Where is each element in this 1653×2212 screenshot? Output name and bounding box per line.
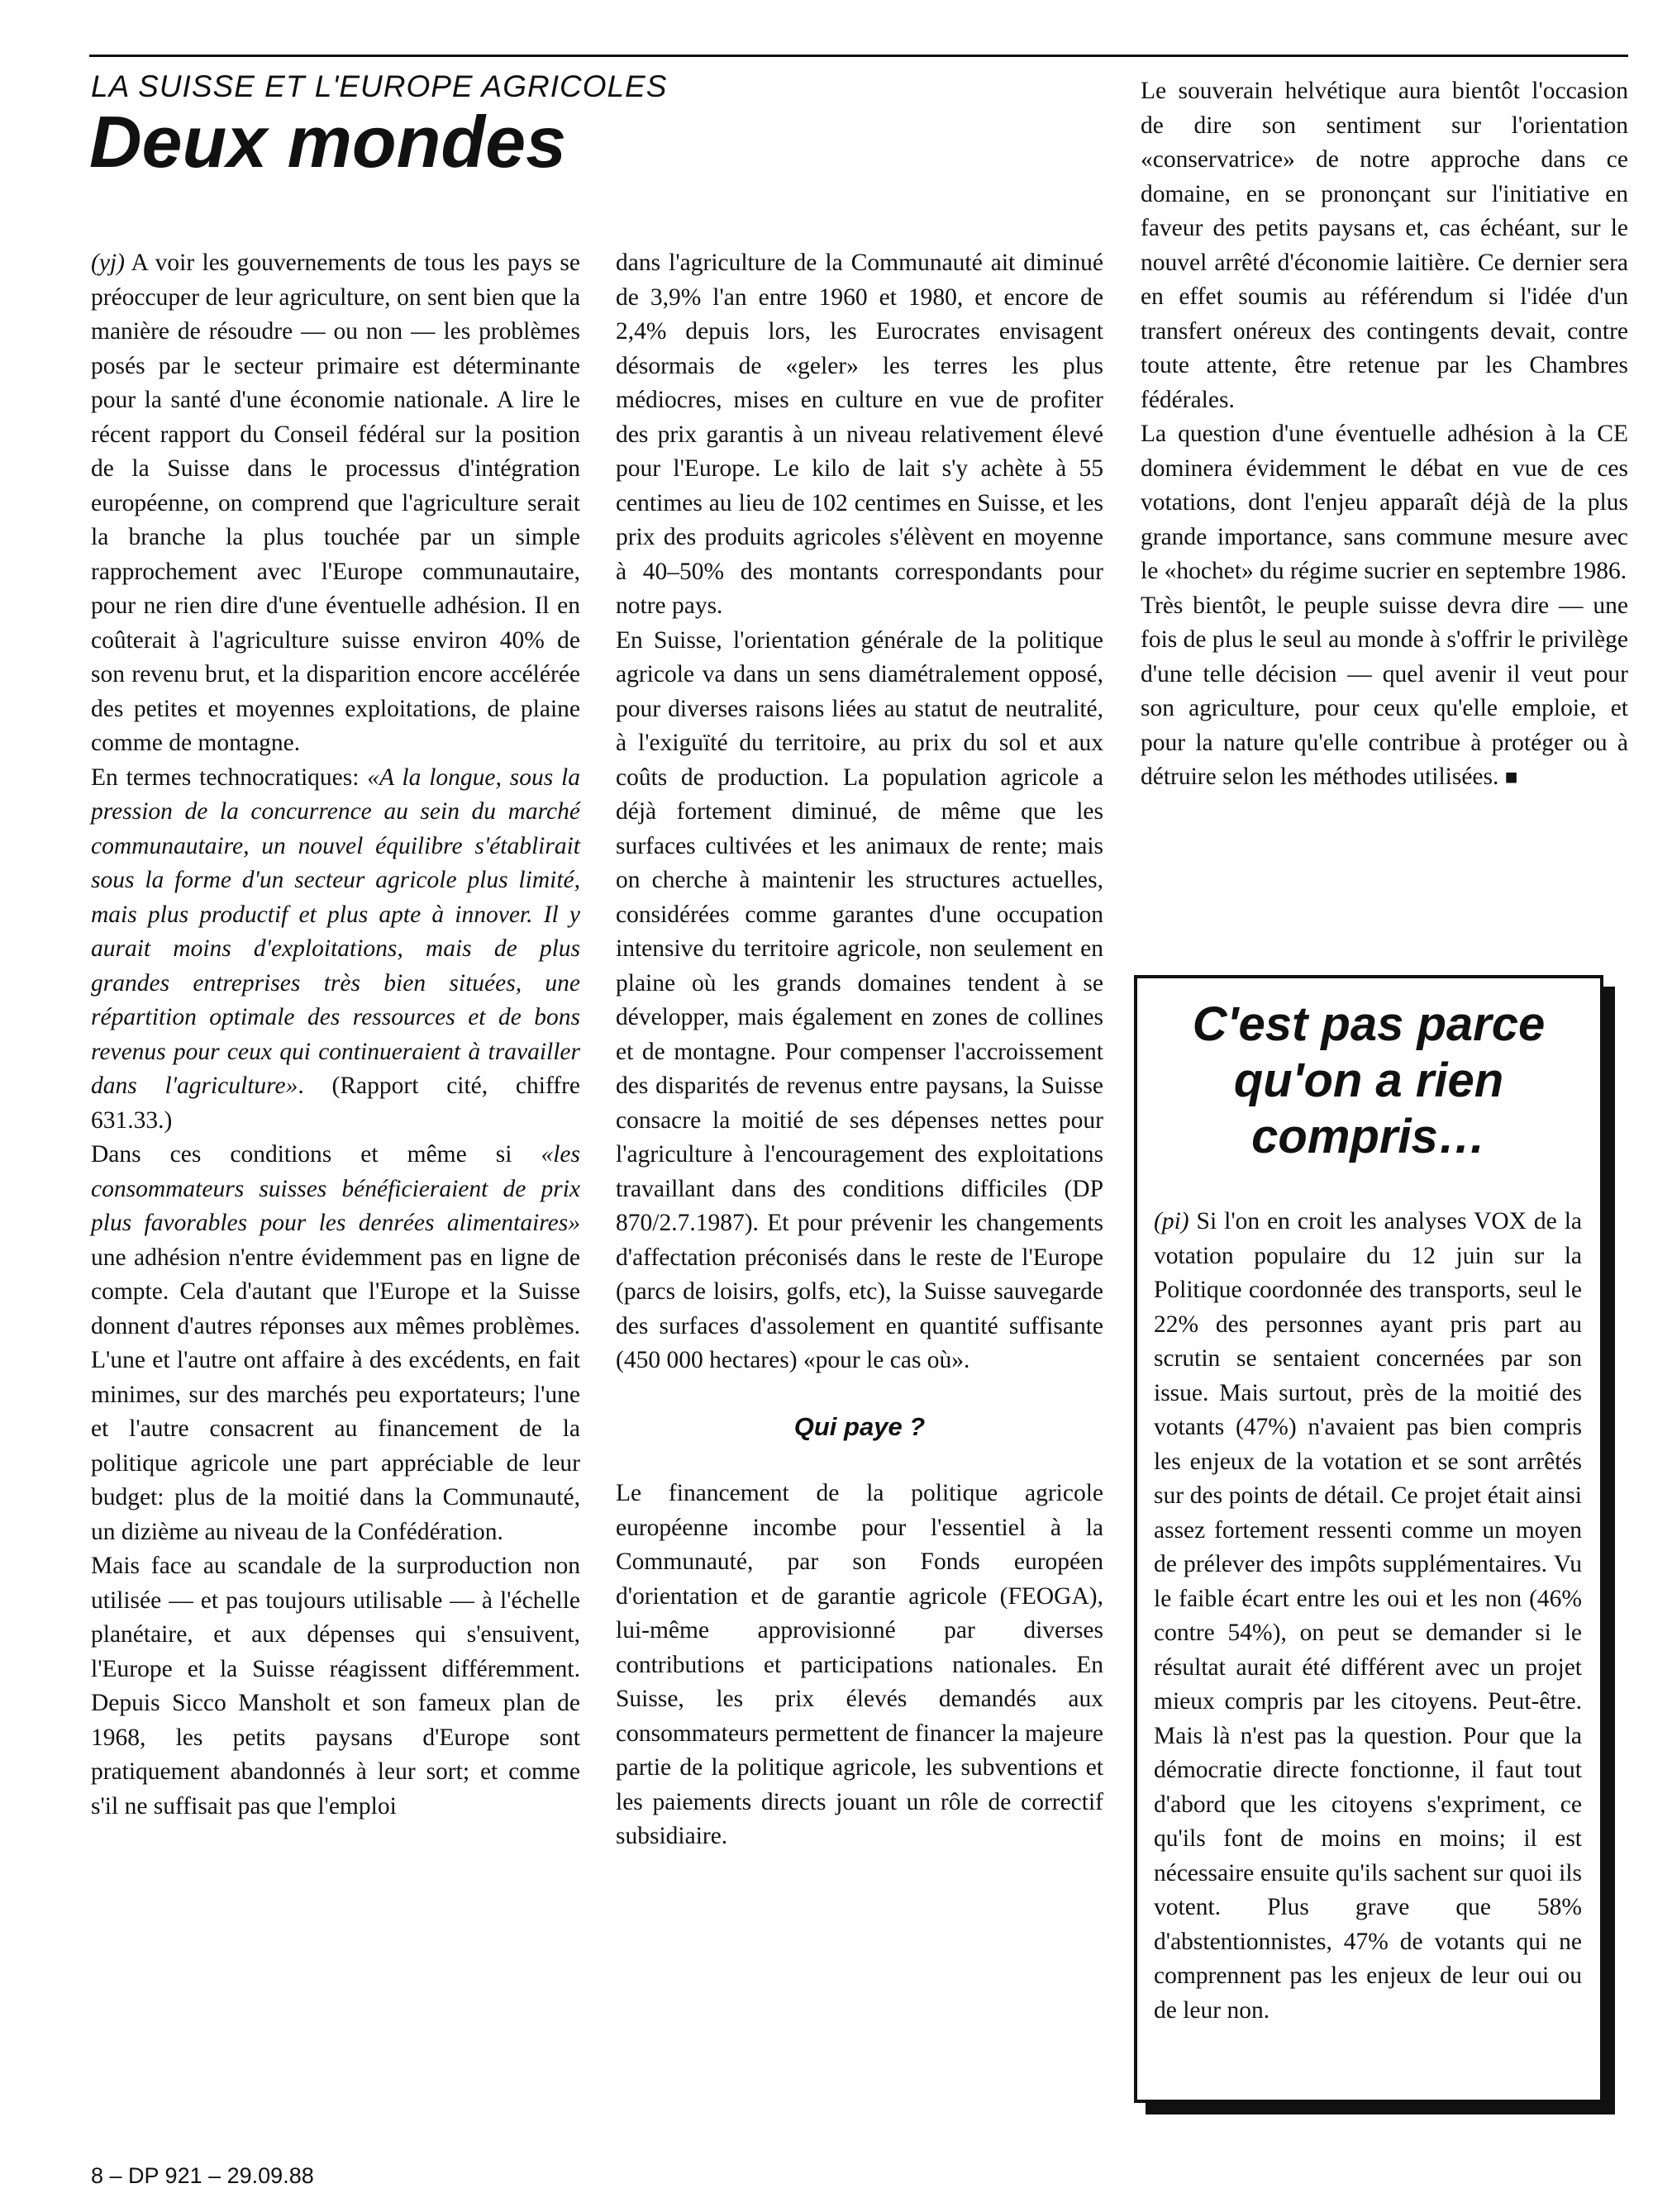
article-column-2 xyxy=(616,246,1103,1854)
paragraph: Mais face au scandale de la surproduction non utilisée — et pas toujours utilisable — à l'échelle planétaire, et aux dépenses qui s'ensuivent, l'Europe et la Suisse réagissent différemment. Depuis Sicco Mansholt et son fameux plan de 1968, les petits paysans d'Europe sont pratiquement abandonnés à leur sort; et comme s'il ne suffisait pas que l'emploi xyxy=(91,1553,580,1820)
paragraph: dans l'agriculture de la Communauté ait diminué de 3,9% l'an entre 1960 et 1980, et encore de 2,4% depuis lors, les Eurocrates envisagent désormais de «geler» les terres les plus médiocres, mises en culture en vue de profiter des prix garantis à un niveau relativement élevé pour l'Europe. Le kilo de lait s'y achète à 55 centimes au lieu de 102 centimes en Suisse, et les prix des produits agricoles s'élèvent en moyenne à 40–50% des montants correspondants pour notre pays. xyxy=(616,250,1103,619)
paragraph: En Suisse, l'orientation générale de la politique agricole va dans un sens diamétralement opposé, pour diverses raisons liées au statut de neutralité, à l'exiguïté du territoire, au prix du sol et aux coûts de production. La population agricole a déjà fortement diminué, de même que les surfaces cultivées et les animaux de rente; mais on cherche à maintenir les structures actuelles, considérées comme garantes d'une occupation intensive du territoire agricole, non seulement en plaine où les grands domaines tendent à se développer, mais également en zones de collines et de montagne. Pour compenser l'accroissement des disparités de revenus entre paysans, la Suisse consacre la moitié de ses dépenses nettes pour l'agriculture à l'encouragement des exploitations travaillant dans des conditions difficiles (DP 870/2.7.1987). Et pour prévenir les changements d'affectation préconisés dans le reste de l'Europe (parcs de loisirs, golfs, etc), la Suisse sauvegarde des surfaces d'assolement en quantité suffisante (450 000 hectares) «pour le cas où». xyxy=(616,626,1103,1373)
quote: «les consommateurs suisses bénéficieraient de prix plus favorables pour les denrées alimentaires» xyxy=(91,1141,580,1236)
article-title: Deux mondes xyxy=(89,101,567,183)
article-column-3 xyxy=(1141,74,1628,795)
sidebar-title: C'est pas parce qu'on a rien compris… xyxy=(1192,997,1546,1163)
paragraph: Dans ces conditions et même si «les consommateurs suisses bénéficieraient de prix plus favorables pour les denrées alimentaires» une adhésion n'entre évidemment pas en ligne de compte. Cela d'autant que l'Europe et la Suisse donnent d'autres réponses aux mêmes problèmes. L'une et l'autre ont affaire à des excédents, en fait minimes, sur des marchés peu exportateurs; l'une et l'autre consacrent au financement de la politique agricole une part appréciable de leur budget: plus de la moitié dans la Communauté, un dizième au niveau de la Confédération. xyxy=(91,1141,580,1545)
sidebar-box xyxy=(1134,975,1603,2103)
section-subhead: Qui paye ? xyxy=(793,1411,926,1441)
paragraph: (yj) A voir les gouvernements de tous les pays se préoccuper de leur agriculture, on sent bien que la manière de résoudre — ou non — les problèmes posés par le secteur primaire est déterminante pour la santé d'une économie nationale. A lire le récent rapport du Conseil fédéral sur la position de la Suisse dans le processus d'intégration européenne, on comprend que l'agriculture serait la branche la plus touchée par un simple rapprochement avec l'Europe communautaire, pour ne rien dire d'une éventuelle adhésion. Il en coûterait à l'agriculture suisse environ 40% de son revenu brut, et la disparition encore accélérée des petites et moyennes exploitations, de plaine comme de montagne. xyxy=(91,250,580,756)
paragraph: Le financement de la politique agricole européenne incombe pour l'essentiel à la Communauté, par son Fonds européen d'orientation et de garantie agricole (FEOGA), lui-même approvisionné par diverses contributions et participations nationales. En Suisse, les prix élevés demandés aux consommateurs permettent de financer la majeure partie de la politique agricole, les subventions et les paiements directs jouant un rôle de correctif subsidiaire. xyxy=(616,1480,1103,1849)
quote: «A la longue, sous la pression de la concurrence au sein du marché communautaire, un nouvel équilibre s'établirait sous la forme d'un secteur agricole plus limité, mais plus productif et plus apte à innover. Il y aurait moins d'exploitations, mais de plus grandes entreprises très bien situées, une répartition optimale des ressources et de bons revenus pour ceux qui continueraient à travailler dans l'agriculture» xyxy=(91,763,580,1099)
article-column-1 xyxy=(91,246,580,1824)
top-rule xyxy=(89,55,1628,57)
page-footer: 8 – DP 921 – 29.09.88 xyxy=(91,2163,314,2188)
article-kicker: LA SUISSE ET L'EUROPE AGRICOLES xyxy=(91,69,668,103)
paragraph: En termes technocratiques: «A la longue, sous la pression de la concurrence au sein du marché communautaire, un nouvel équilibre s'établirait sous la forme d'un secteur agricole plus limité, mais plus productif et plus apte à innover. Il y aurait moins d'exploitations, mais de plus grandes entreprises très bien situées, une répartition optimale des ressources et de bons revenus pour ceux qui continueraient à travailler dans l'agriculture». (Rapport cité, chiffre 631.33.) xyxy=(91,763,580,1134)
paragraph: Très bientôt, le peuple suisse devra dire — une fois de plus le seul au monde à s'offrir le privilège d'une telle décision — quel avenir il veut pour son agriculture, pour ceux qu'elle emploie, et pour la nature qu'elle contribue à protéger ou à détruire selon les méthodes utilisées. ■ xyxy=(1141,592,1628,790)
end-mark-icon: ■ xyxy=(1504,765,1518,789)
author-initials: (pi) xyxy=(1154,1208,1189,1234)
author-initials: (yj) xyxy=(91,250,125,276)
paragraph: La question d'une éventuelle adhésion à la CE dominera évidemment le débat en vue de ces votations, dont l'enjeu apparaît déjà de la plus grande importance, sans commune mesure avec le «hochet» du régime sucrier en septembre 1986. xyxy=(1141,421,1628,584)
sidebar-body: (pi) Si l'on en croit les analyses VOX de la votation populaire du 12 juin sur la Politique coordonnée des transports, seul le 22% des personnes ayant pris part au scrutin se sentaient concernées par son issue. Mais surtout, près de la moitié des votants (47%) n'avaient pas bien compris les enjeux de la votation et se sont arrêtés sur des points de détail. Ce projet était ainsi assez fortement ressenti comme un moyen de prélever des impôts supplémentaires. Vu le faible écart entre les oui et les non (46% contre 54%), on peut se demander si le résultat aurait été différent avec un projet mieux compris par les citoyens. Peut-être. Mais là n'est pas la question. Pour que la démocratie directe fonctionne, il faut tout d'abord que les citoyens s'expriment, ce qu'ils font de moins en moins; il est nécessaire ensuite qu'ils sachent sur quoi ils votent. Plus grave que 58% d'abstentionnistes, 47% de votants qui ne comprennent pas les enjeux de leur oui ou de leur non. xyxy=(1154,1208,1582,2024)
paragraph: Le souverain helvétique aura bientôt l'occasion de dire son sentiment sur l'orientation «conservatrice» de notre approche dans ce domaine, en se prononçant sur l'initiative en faveur des petits paysans et, cas échéant, sur le nouvel arrêté d'économie laitière. Ce dernier sera en effet soumis au référendum si l'idée d'un transfert onéreux des contingents devait, contre toute attente, être retenue par les Chambres fédérales. xyxy=(1141,78,1628,413)
